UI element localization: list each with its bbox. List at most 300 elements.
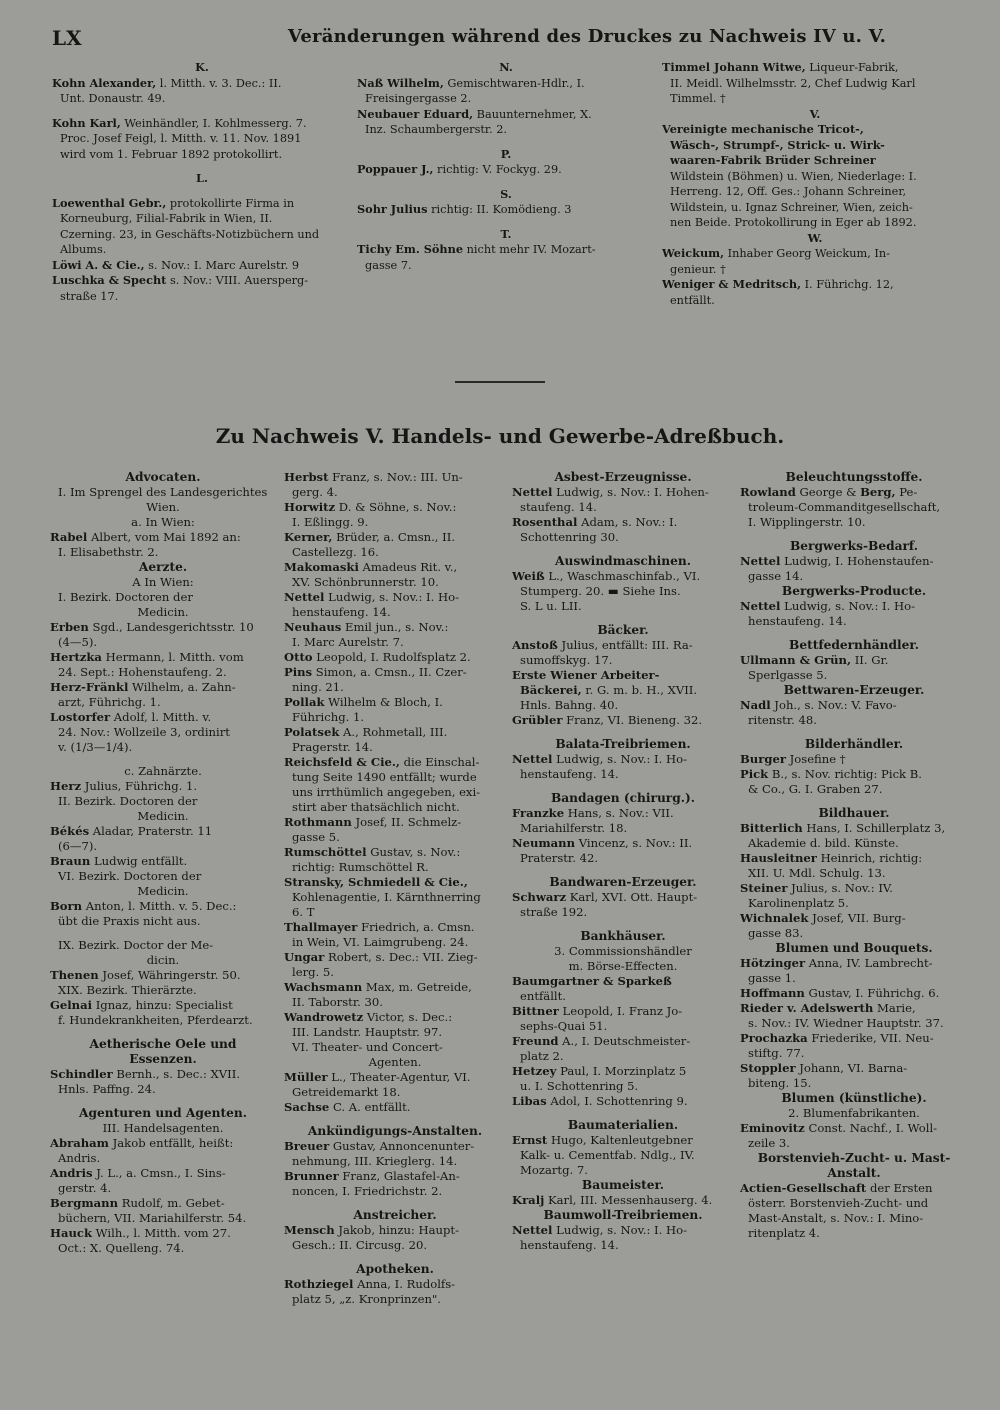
entry-text: Oct.: X. Quelleng. 74.: [58, 1241, 185, 1255]
category-heading: Blumen (künstliche).: [781, 1091, 927, 1105]
line-spacer: [52, 162, 352, 171]
entry-continuation: [662, 215, 968, 231]
entry-continuation: [50, 695, 276, 710]
entry-continuation: [512, 1163, 734, 1178]
entry-continuation: [740, 866, 968, 881]
entry-text: Herreng. 12, Off. Ges.: Johann Schreiner,: [670, 185, 907, 198]
line-spacer: [512, 782, 734, 791]
entry-name: Ernst: [512, 1133, 548, 1147]
entry-text: II. Taborstr. 30.: [292, 995, 383, 1009]
directory-entry: [284, 815, 506, 830]
entry-continuation: [740, 1016, 968, 1031]
entry-name: Bäckerei,: [520, 683, 582, 697]
directory-entry: [740, 986, 968, 1001]
directory-entry: [284, 665, 506, 680]
entry-name: Nettel: [512, 752, 553, 766]
entry-name: Herz: [50, 779, 82, 793]
entry-name: Nettel: [512, 1223, 553, 1237]
entry-continuation: [740, 668, 968, 683]
entry-continuation: [284, 605, 506, 620]
entry-continuation: [662, 138, 968, 154]
directory-entry: [284, 695, 506, 710]
entry-text: I. Führichg. 12,: [801, 278, 894, 291]
entry-name: Rowland: [740, 485, 796, 499]
entry-text: Pe-: [895, 485, 918, 499]
entry-text: Kohlenagentie, I. Kärnthnerring: [292, 890, 481, 904]
entry-text: henstaufeng. 14.: [748, 614, 847, 628]
entry-text: gasse 14.: [748, 569, 804, 583]
entry-continuation: [52, 147, 352, 163]
entry-continuation: [740, 1196, 968, 1211]
entry-text: stiftg. 77.: [748, 1046, 805, 1060]
entry-continuation: [512, 1019, 734, 1034]
entry-text: stirt aber thatsächlich nicht.: [292, 800, 460, 814]
entry-name: Neuhaus: [284, 620, 342, 634]
entry-text: VI. Theater- und Concert-: [292, 1040, 443, 1054]
entry-text: Joh., s. Nov.: V. Favo-: [770, 698, 897, 712]
category-heading: Apotheken.: [356, 1262, 434, 1276]
entry-name: Wäsch-, Strumpf-, Strick- u. Wirk-: [670, 137, 885, 152]
line-spacer: [50, 1028, 276, 1037]
entry-text: Amadeus Rit. v.,: [358, 560, 458, 574]
entry-name: Burger: [740, 752, 786, 766]
entry-text: tung Seite 1490 entfällt; wurde: [292, 770, 477, 784]
line-spacer: [512, 614, 734, 623]
entry-text: III. Landstr. Hauptstr. 97.: [292, 1025, 443, 1039]
entry-text: IX. Bezirk. Doctor der Me-: [58, 938, 214, 952]
entry-name: Anstoß: [512, 638, 558, 652]
directory-entry: [740, 956, 968, 971]
entry-text: Inhaber Georg Weickum, In-: [724, 247, 890, 260]
entry-name: Ullmann & Grün,: [740, 653, 852, 667]
entry-continuation: [284, 770, 506, 785]
entry-text: Leopold, I. Franz Jo-: [558, 1004, 683, 1018]
directory-entry: [740, 485, 968, 500]
letter-heading: P.: [500, 146, 512, 161]
category-heading: Bandagen (chirurg.).: [550, 791, 695, 805]
directory-entry: [357, 242, 655, 258]
entry-continuation: [740, 713, 968, 728]
entry-text: Sperlgasse 5.: [748, 668, 828, 682]
entry-name: Brunner: [284, 1169, 339, 1183]
entry-continuation: [284, 1025, 506, 1040]
entry-continuation: [50, 869, 276, 884]
entry-name: Pollak: [284, 695, 325, 709]
entry-continuation: [512, 1079, 734, 1094]
entry-continuation: [284, 545, 506, 560]
entry-text: Ludwig, s. Nov.: I. Ho-: [552, 1223, 688, 1237]
entry-continuation: [284, 905, 506, 920]
entry-text: Josefine †: [785, 752, 846, 766]
entry-name: Pins: [284, 665, 313, 679]
entry-name: Schindler: [50, 1067, 113, 1081]
entry-text: nicht mehr IV. Mozart-: [463, 243, 596, 256]
entry-name: Stransky, Schmiedell & Cie.,: [284, 875, 468, 889]
directory-entry: [284, 650, 506, 665]
entry-continuation: [50, 740, 276, 755]
directory-entry: [50, 779, 276, 794]
entry-name: Rumschöttel: [284, 845, 367, 859]
directory-entry: [50, 998, 276, 1013]
directory-entry: [512, 974, 734, 989]
entry-name: Békés: [50, 824, 90, 838]
entry-text: Unt. Donaustr. 49.: [60, 92, 166, 105]
entry-text: straße 192.: [520, 905, 588, 919]
entry-text: Karl, XVI. Ott. Haupt-: [566, 890, 698, 904]
entry-name: Thenen: [50, 968, 99, 982]
entry-continuation: [512, 767, 734, 782]
entry-continuation: [512, 653, 734, 668]
entry-text: l. Mitth. v. 3. Dec.: II.: [156, 76, 282, 90]
directory-entry: [50, 1067, 276, 1082]
directory-entry: [50, 1136, 276, 1151]
entry-text: VI. Bezirk. Doctoren der: [58, 869, 202, 883]
entry-continuation: [284, 1085, 506, 1100]
entry-name: Wichnalek: [740, 911, 809, 925]
entry-text: Anna, IV. Lambrecht-: [805, 956, 933, 970]
entry-continuation: [512, 821, 734, 836]
address-column-4: [740, 470, 968, 1241]
entry-text: Julius, s. Nov.: IV.: [787, 881, 893, 895]
entry-text: (4—5).: [58, 635, 98, 649]
entry-text: platz 2.: [520, 1049, 564, 1063]
entry-text: XIX. Bezirk. Thierärzte.: [58, 983, 197, 997]
subheading: m. Börse-Effecten.: [568, 959, 678, 973]
entry-text: Gemischtwaren-Hdlr., I.: [443, 76, 585, 90]
entry-name: Weiß: [512, 569, 545, 583]
entry-continuation: [357, 91, 655, 107]
line-spacer: [740, 629, 968, 638]
entry-text: Josef, Währingerstr. 50.: [98, 968, 241, 982]
entry-continuation: [740, 782, 968, 797]
line-spacer: [512, 920, 734, 929]
category-heading: Bankhäuser.: [580, 929, 666, 943]
entry-text: sumoffskyg. 17.: [520, 653, 613, 667]
subheading: Medicin.: [137, 884, 189, 898]
entry-name: Timmel Johann Witwe,: [662, 60, 806, 74]
entry-text: Wildstein (Böhmen) u. Wien, Niederlage: I.: [670, 169, 917, 183]
directory-entry: [512, 890, 734, 905]
entry-continuation: [512, 905, 734, 920]
changes-column-3: [662, 60, 968, 308]
entry-text: nen Beide. Protokollirung in Eger ab 1892.: [670, 216, 917, 229]
address-book-section: [50, 470, 970, 1400]
directory-entry: [740, 698, 968, 713]
subheading: c. Zahnärzte.: [124, 764, 202, 778]
entry-name: Vereinigte mechanische Tricot-,: [662, 122, 864, 136]
entry-text: A., Rohmetall, III.: [339, 725, 448, 739]
entry-continuation: [284, 1154, 506, 1169]
entry-text: Wilh., l. Mitth. vom 27.: [92, 1226, 231, 1240]
entry-text: f. Hundekrankheiten, Pferdearzt.: [58, 1013, 253, 1027]
category-heading: Bergwerks-Bedarf.: [790, 539, 918, 553]
category-heading: Auswindmaschinen.: [555, 554, 691, 568]
entry-text: Ludwig, s. Nov.: I. Ho-: [780, 599, 916, 613]
entry-text: Inz. Schaumbergerstr. 2.: [365, 123, 508, 136]
entry-name: Rosenthal: [512, 515, 578, 529]
entry-text: in Wein, VI. Laimgrubeng. 24.: [292, 935, 469, 949]
directory-entry: [284, 590, 506, 605]
entry-text: Ludwig, s. Nov.: I. Ho-: [552, 752, 688, 766]
directory-entry: [284, 1010, 506, 1025]
category-heading: Aerzte.: [138, 560, 188, 574]
entry-continuation: [512, 1238, 734, 1253]
category-heading: Bettwaren-Erzeuger.: [783, 683, 925, 697]
entry-name: Rothziegel: [284, 1277, 354, 1291]
entry-continuation: [512, 530, 734, 545]
entry-text: D. & Söhne, s. Nov.:: [335, 500, 457, 514]
directory-entry: [284, 1169, 506, 1184]
entry-name: Rothmann: [284, 815, 352, 829]
line-spacer: [284, 1199, 506, 1208]
entry-name: Nettel: [740, 599, 781, 613]
line-spacer: [512, 545, 734, 554]
entry-text: Simon, a. Cmsn., II. Czer-: [312, 665, 467, 679]
directory-entry: [740, 1001, 968, 1016]
address-column-1: [50, 470, 276, 1256]
changes-column-2: [357, 60, 655, 273]
entry-text: Castellezg. 16.: [292, 545, 379, 559]
category-heading: Aetherische Oele und: [89, 1037, 237, 1051]
entry-continuation: [512, 1049, 734, 1064]
entry-name: Makomaski: [284, 560, 359, 574]
entry-name: Sachse: [284, 1100, 330, 1114]
directory-entry: [512, 668, 734, 683]
directory-entry: [50, 710, 276, 725]
directory-entry: [357, 107, 655, 123]
entry-text: Paul, I. Morzinplatz 5: [556, 1064, 687, 1078]
entry-text: L., Waschmaschinfab., VI.: [544, 569, 701, 583]
entry-continuation: [50, 938, 276, 953]
entry-text: Liqueur-Fabrik,: [805, 61, 899, 74]
subheading: 2. Blumenfabrikanten.: [788, 1106, 920, 1120]
entry-text: Hnls. Paffng. 24.: [58, 1082, 156, 1096]
directory-entry: [740, 653, 968, 668]
directory-entry: [52, 116, 352, 132]
directory-entry: [512, 569, 734, 584]
entry-text: Brüder, a. Cmsn., II.: [332, 530, 456, 544]
entry-text: richtig: V. Fockyg. 29.: [433, 163, 562, 176]
entry-text: Aladar, Praterstr. 11: [89, 824, 213, 838]
directory-entry: [512, 1193, 734, 1208]
entry-text: straße 17.: [60, 289, 119, 303]
directory-entry: [284, 980, 506, 995]
entry-continuation: [357, 258, 655, 274]
entry-text: 24. Sept.: Hohenstaufeng. 2.: [58, 665, 227, 679]
entry-continuation: [50, 665, 276, 680]
entry-continuation: [284, 1184, 506, 1199]
entry-name: Prochazka: [740, 1031, 808, 1045]
directory-entry: [662, 60, 968, 76]
entry-text: die Einschal-: [399, 755, 480, 769]
entry-continuation: [52, 131, 352, 147]
entry-continuation: [50, 1181, 276, 1196]
directory-entry: [284, 500, 506, 515]
entry-name: Grübler: [512, 713, 563, 727]
entry-name: Freund: [512, 1034, 559, 1048]
entry-text: Adol, I. Schottenring 9.: [546, 1094, 688, 1108]
entry-text: Akademie d. bild. Künste.: [748, 836, 899, 850]
entry-continuation: [512, 584, 734, 599]
entry-name: Neubauer Eduard,: [357, 106, 474, 121]
entry-text: Hans, s. Nov.: VII.: [564, 806, 674, 820]
directory-entry: [52, 196, 352, 212]
entry-name: Bergmann: [50, 1196, 119, 1210]
entry-text: Korneuburg, Filial-Fabrik in Wien, II.: [60, 212, 273, 225]
entry-text: gasse 83.: [748, 926, 804, 940]
directory-entry: [284, 845, 506, 860]
entry-text: henstaufeng. 14.: [292, 605, 391, 619]
entry-name: Löwi A. & Cie.,: [52, 257, 145, 272]
entry-continuation: [740, 1211, 968, 1226]
directory-entry: [50, 650, 276, 665]
entry-text: Wilhelm & Bloch, I.: [324, 695, 443, 709]
directory-entry: [50, 530, 276, 545]
entry-text: (6—7).: [58, 839, 98, 853]
entry-name: Neumann: [512, 836, 576, 850]
entry-name: Libas: [512, 1094, 547, 1108]
entry-name: Hötzinger: [740, 956, 806, 970]
entry-text: r. G. m. b. H., XVII.: [581, 683, 698, 697]
entry-name: Gelnai: [50, 998, 93, 1012]
entry-text: Karolinenplatz 5.: [748, 896, 849, 910]
directory-entry: [284, 1139, 506, 1154]
entry-name: Weickum,: [662, 246, 725, 260]
line-spacer: [740, 728, 968, 737]
entry-name: Bittner: [512, 1004, 559, 1018]
entry-name: Hoffmann: [740, 986, 805, 1000]
entry-continuation: [284, 635, 506, 650]
category-heading: Balata-Treibriemen.: [555, 737, 691, 751]
entry-text: I. Marc Aurelstr. 7.: [292, 635, 404, 649]
entry-name: Rieder v. Adelswerth: [740, 1001, 874, 1015]
entry-text: Stumperg. 20. ▬ Siehe Ins.: [520, 584, 681, 598]
directory-entry: [740, 752, 968, 767]
entry-text: I. Bezirk. Doctoren der: [58, 590, 193, 604]
line-spacer: [50, 1097, 276, 1106]
entry-continuation: [284, 995, 506, 1010]
entry-name: Loewenthal Gebr.,: [52, 195, 167, 210]
entry-text: Weinhändler, I. Kohlmesserg. 7.: [120, 116, 307, 130]
entry-text: ritenstr. 48.: [748, 713, 817, 727]
directory-entry: [284, 1223, 506, 1238]
entry-text: Czerning. 23, in Geschäfts-Notizbüchern und: [60, 227, 320, 241]
entry-continuation: [284, 680, 506, 695]
entry-name: Poppauer J.,: [357, 162, 434, 176]
directory-entry: [284, 1277, 506, 1292]
entry-text: Anton, l. Mitth. v. 5. Dec.:: [82, 899, 237, 913]
line-spacer: [52, 187, 352, 196]
entry-continuation: [284, 860, 506, 875]
directory-entry: [662, 122, 968, 138]
category-heading: Bettfedernhändler.: [789, 638, 919, 652]
entry-name: Horwitz: [284, 500, 336, 514]
entry-text: Friedrich, a. Cmsn.: [357, 920, 475, 934]
entry-text: Gesch.: II. Circusg. 20.: [292, 1238, 428, 1252]
directory-entry: [284, 875, 506, 890]
directory-entry: [740, 767, 968, 782]
entry-name: Herz-Fränkl: [50, 680, 129, 694]
entry-text: I. Elisabethstr. 2.: [58, 545, 159, 559]
address-column-3: [512, 470, 734, 1253]
entry-text: Sgd., Landesgerichtsstr. 10: [88, 620, 254, 634]
entry-name: Erben: [50, 620, 89, 634]
entry-text: ritenplatz 4.: [748, 1226, 820, 1240]
entry-name: Andris: [50, 1166, 93, 1180]
entry-name: Actien-Gesellschaft: [740, 1181, 867, 1195]
entry-text: Pragerstr. 14.: [292, 740, 373, 754]
entry-continuation: [284, 515, 506, 530]
letter-heading: L.: [196, 171, 208, 185]
subheading: Agenten.: [368, 1055, 422, 1069]
page-number: LX: [52, 26, 82, 50]
entry-name: Wachsmann: [284, 980, 363, 994]
category-heading: Bilderhändler.: [804, 737, 904, 751]
changes-column-1: [52, 60, 352, 304]
entry-text: gasse 5.: [292, 830, 340, 844]
entry-continuation: [512, 500, 734, 515]
entry-text: ning. 21.: [292, 680, 344, 694]
entry-text: Heinrich, richtig:: [816, 851, 923, 865]
entry-continuation: [52, 242, 352, 258]
entry-continuation: [284, 1292, 506, 1307]
entry-continuation: [662, 91, 968, 107]
entry-continuation: [50, 914, 276, 929]
entry-name: Polatsek: [284, 725, 340, 739]
subheading: A In Wien:: [132, 575, 194, 589]
subheading: 3. Commissionshändler: [554, 944, 692, 958]
directory-entry: [50, 1166, 276, 1181]
entry-text: B., s. Nov. richtig: Pick B.: [768, 767, 922, 781]
entry-name: Hertzka: [50, 650, 102, 664]
entry-text: Franz, Glastafel-An-: [338, 1169, 460, 1183]
entry-text: Mast-Anstalt, s. Nov.: I. Mino-: [748, 1211, 924, 1225]
entry-continuation: [50, 983, 276, 998]
entry-continuation: [52, 289, 352, 305]
entry-continuation: [52, 91, 352, 107]
entry-name: Lostorfer: [50, 710, 111, 724]
entry-continuation: [740, 1076, 968, 1091]
entry-continuation: [740, 1136, 968, 1151]
category-heading: Bandwaren-Erzeuger.: [549, 875, 697, 889]
directory-entry: [357, 162, 655, 178]
category-heading: Baumeister.: [581, 1178, 665, 1192]
section-divider: [455, 381, 545, 383]
entry-text: übt die Praxis nicht aus.: [58, 914, 201, 928]
entry-name: Hauck: [50, 1226, 92, 1240]
entry-name: Hetzey: [512, 1064, 557, 1078]
entry-name: waaren-Fabrik Brüder Schreiner: [670, 153, 876, 167]
entry-text: gerstr. 4.: [58, 1181, 112, 1195]
entry-text: Ludwig entfällt.: [90, 854, 188, 868]
entry-continuation: [50, 590, 276, 605]
entry-continuation: [50, 794, 276, 809]
subheading: dicin.: [146, 953, 180, 967]
category-heading: Agenturen und Agenten.: [79, 1106, 247, 1120]
entry-text: Julius, Führichg. 1.: [81, 779, 198, 793]
changes-section: [52, 60, 970, 360]
entry-continuation: [740, 836, 968, 851]
entry-name: Weniger & Medritsch,: [662, 277, 801, 291]
entry-text: Adam, s. Nov.: I.: [577, 515, 678, 529]
entry-continuation: [662, 262, 968, 278]
entry-continuation: [512, 989, 734, 1004]
entry-continuation: [740, 569, 968, 584]
entry-text: Ludwig, s. Nov.: I. Ho-: [324, 590, 460, 604]
directory-entry: [512, 1223, 734, 1238]
line-spacer: [50, 929, 276, 938]
entry-text: entfällt.: [670, 293, 715, 307]
